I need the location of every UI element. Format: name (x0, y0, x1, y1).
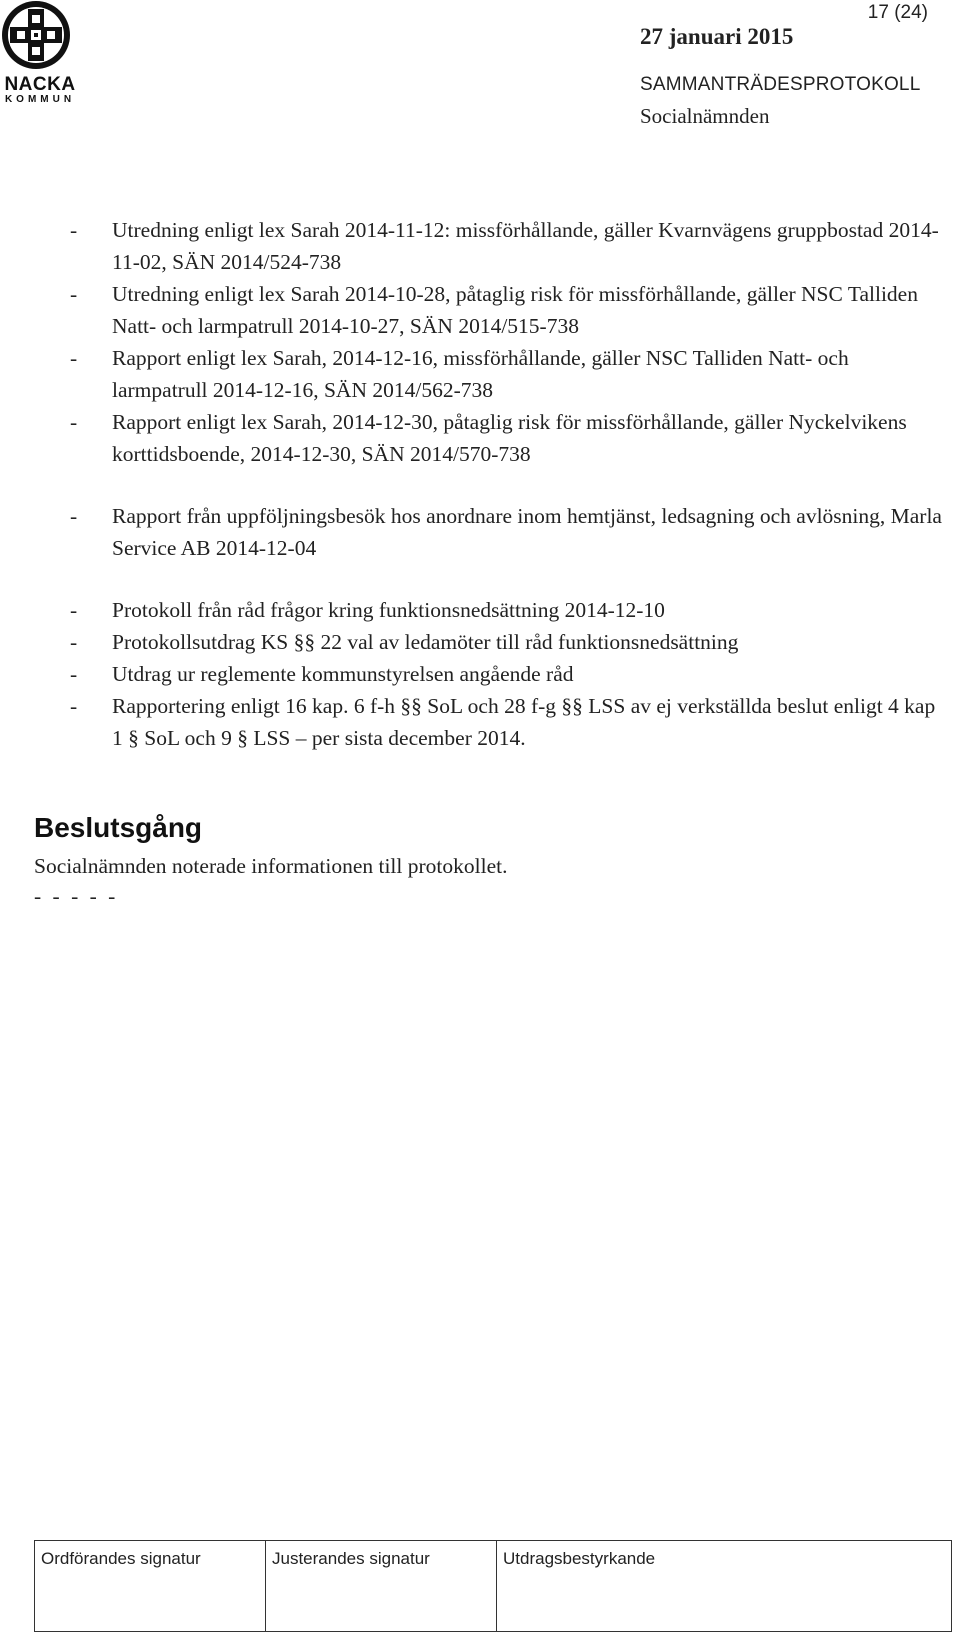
list-dash: - (70, 504, 78, 528)
list-item-text: Utdrag ur reglemente kommunstyrelsen angående råd (112, 662, 574, 686)
list-dash: - (70, 598, 78, 622)
meeting-date: 27 januari 2015 (640, 24, 794, 49)
list-item-text: Rapport från uppföljningsbesök hos anordnare inom hemtjänst, ledsagning och avlösning, Marla Service AB 2014-12-04 (112, 504, 942, 560)
list-item (68, 594, 948, 626)
list-dash: - (70, 218, 78, 242)
signature-label-chair: Ordförandes signatur (41, 1549, 201, 1568)
list-item (68, 626, 948, 658)
document-type: SAMMANTRÄDESPROTOKOLL (640, 74, 921, 95)
list-item-text: Utredning enligt lex Sarah 2014-10-28, påtaglig risk för missförhållande, gäller NSC Talliden Natt- och larmpatrull 2014-10-27, SÄN 2014/515-738 (112, 282, 918, 338)
nacka-logo (0, 0, 80, 110)
page-number: 17 (24) (867, 2, 928, 23)
signature-cell-adjuster (266, 1541, 497, 1632)
list-dash: - (70, 346, 78, 370)
decision-text: Socialnämnden noterade informationen till protokollet. (34, 854, 508, 878)
list-item-text: Rapport enligt lex Sarah, 2014-12-30, påtaglig risk för missförhållande, gäller Nyckelvikens korttidsboende, 2014-12-30, SÄN 2014/570-738 (112, 410, 907, 466)
signature-table (34, 1540, 952, 1632)
list-item-text: Rapport enligt lex Sarah, 2014-12-16, missförhållande, gäller NSC Talliden Natt- och larmpatrull 2014-12-16, SÄN 2014/562-738 (112, 346, 849, 402)
list-item-text: Protokoll från råd frågor kring funktionsnedsättning 2014-12-10 (112, 598, 665, 622)
list-dash: - (70, 694, 78, 718)
list-item (68, 278, 948, 342)
list-dash: - (70, 282, 78, 306)
list-item (68, 406, 948, 470)
list-item-text: Rapportering enligt 16 kap. 6 f-h §§ SoL och 28 f-g §§ LSS av ej verkställda beslut enligt 4 kap 1 § SoL och 9 § LSS – per sista december 2014. (112, 694, 936, 750)
decision-heading: Beslutsgång (34, 812, 203, 843)
committee-name: Socialnämnden (640, 104, 770, 128)
list-dash: - (70, 410, 78, 434)
list-item (68, 342, 948, 406)
signature-label-certification: Utdragsbestyrkande (503, 1549, 656, 1568)
logo-name: NACKA (4, 74, 76, 95)
list-item (68, 690, 948, 754)
end-dashes: - - - - - (34, 884, 119, 908)
list-item (68, 214, 948, 278)
list-item (68, 500, 948, 564)
nacka-emblem-icon (0, 0, 80, 74)
list-dash: - (70, 630, 78, 654)
information-list (68, 214, 948, 754)
list-dash: - (70, 662, 78, 686)
signature-cell-chair (35, 1541, 266, 1632)
list-item-text: Utredning enligt lex Sarah 2014-11-12: missförhållande, gäller Kvarnvägens gruppbostad 2014-11-02, SÄN 2014/524-738 (112, 218, 939, 274)
logo-subtitle: KOMMUN (4, 94, 76, 105)
list-item-text: Protokollsutdrag KS §§ 22 val av ledamöter till råd funktionsnedsättning (112, 630, 739, 654)
list-item (68, 658, 948, 690)
signature-cell-certification (497, 1541, 952, 1632)
signature-label-adjuster: Justerandes signatur (272, 1549, 430, 1568)
